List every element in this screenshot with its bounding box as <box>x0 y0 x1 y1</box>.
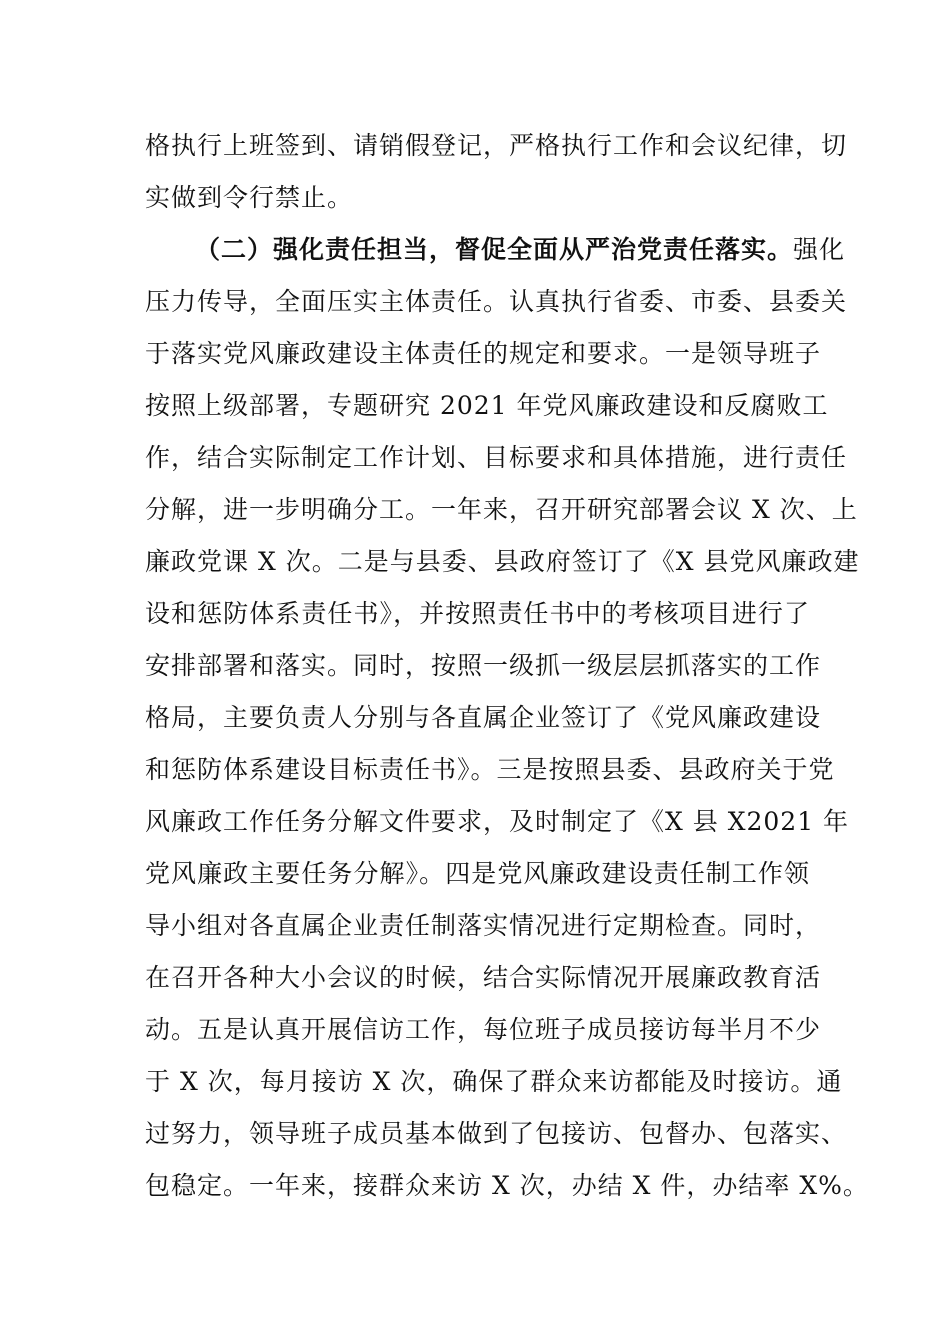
paragraph-line: 于 X 次，每月接访 X 次，确保了群众来访都能及时接访。通 <box>145 1067 843 1096</box>
paragraph-line: 过努力，领导班子成员基本做到了包接访、包督办、包落实、 <box>145 1119 848 1148</box>
paragraph-line: 包稳定。一年来，接群众来访 X 次，办结 X 件，办结率 X%。 <box>145 1171 869 1200</box>
document-body <box>145 120 869 1212</box>
paragraph-line: 作，结合实际制定工作计划、目标要求和具体措施，进行责任 <box>145 443 848 472</box>
paragraph-line: 导小组对各直属企业责任制落实情况进行定期检查。同时， <box>145 911 822 940</box>
paragraph-line: 分解，进一步明确分工。一年来，召开研究部署会议 X 次、上 <box>145 495 858 524</box>
paragraph-line: 于落实党风廉政建设主体责任的规定和要求。一是领导班子 <box>145 339 822 368</box>
paragraph-line: 格执行上班签到、请销假登记，严格执行工作和会议纪律，切 <box>145 131 848 160</box>
paragraph-line: 实做到令行禁止。 <box>145 183 354 212</box>
paragraph-line: 动。五是认真开展信访工作，每位班子成员接访每半月不少 <box>145 1015 822 1044</box>
paragraph-line: 安排部署和落实。同时，按照一级抓一级层层抓落实的工作 <box>145 651 822 680</box>
paragraph-line: 在召开各种大小会议的时候，结合实际情况开展廉政教育活 <box>145 963 822 992</box>
paragraph-line: 党风廉政主要任务分解》。四是党风廉政建设责任制工作领 <box>145 859 810 888</box>
paragraph-line: 设和惩防体系责任书》，并按照责任书中的考核项目进行了 <box>145 599 810 628</box>
paragraph-line: 按照上级部署，专题研究 2021 年党风廉政建设和反腐败工 <box>145 391 829 420</box>
paragraph-line: 格局，主要负责人分别与各直属企业签订了《党风廉政建设 <box>145 703 822 732</box>
section-heading: （二）强化责任担当，督促全面从严治党责任落实。 <box>195 235 794 264</box>
paragraph-line: 和惩防体系建设目标责任书》。三是按照县委、县政府关于党 <box>145 755 835 784</box>
paragraph-line: 风廉政工作任务分解文件要求，及时制定了《X 县 X2021 年 <box>145 807 850 836</box>
section-heading-continuation: 强化 <box>793 235 846 264</box>
paragraph-line: 压力传导，全面压实主体责任。认真执行省委、市委、县委关 <box>145 287 848 316</box>
paragraph-line: 廉政党课 X 次。二是与县委、县政府签订了《X 县党风廉政建 <box>145 547 860 576</box>
section-heading-line <box>145 224 846 276</box>
